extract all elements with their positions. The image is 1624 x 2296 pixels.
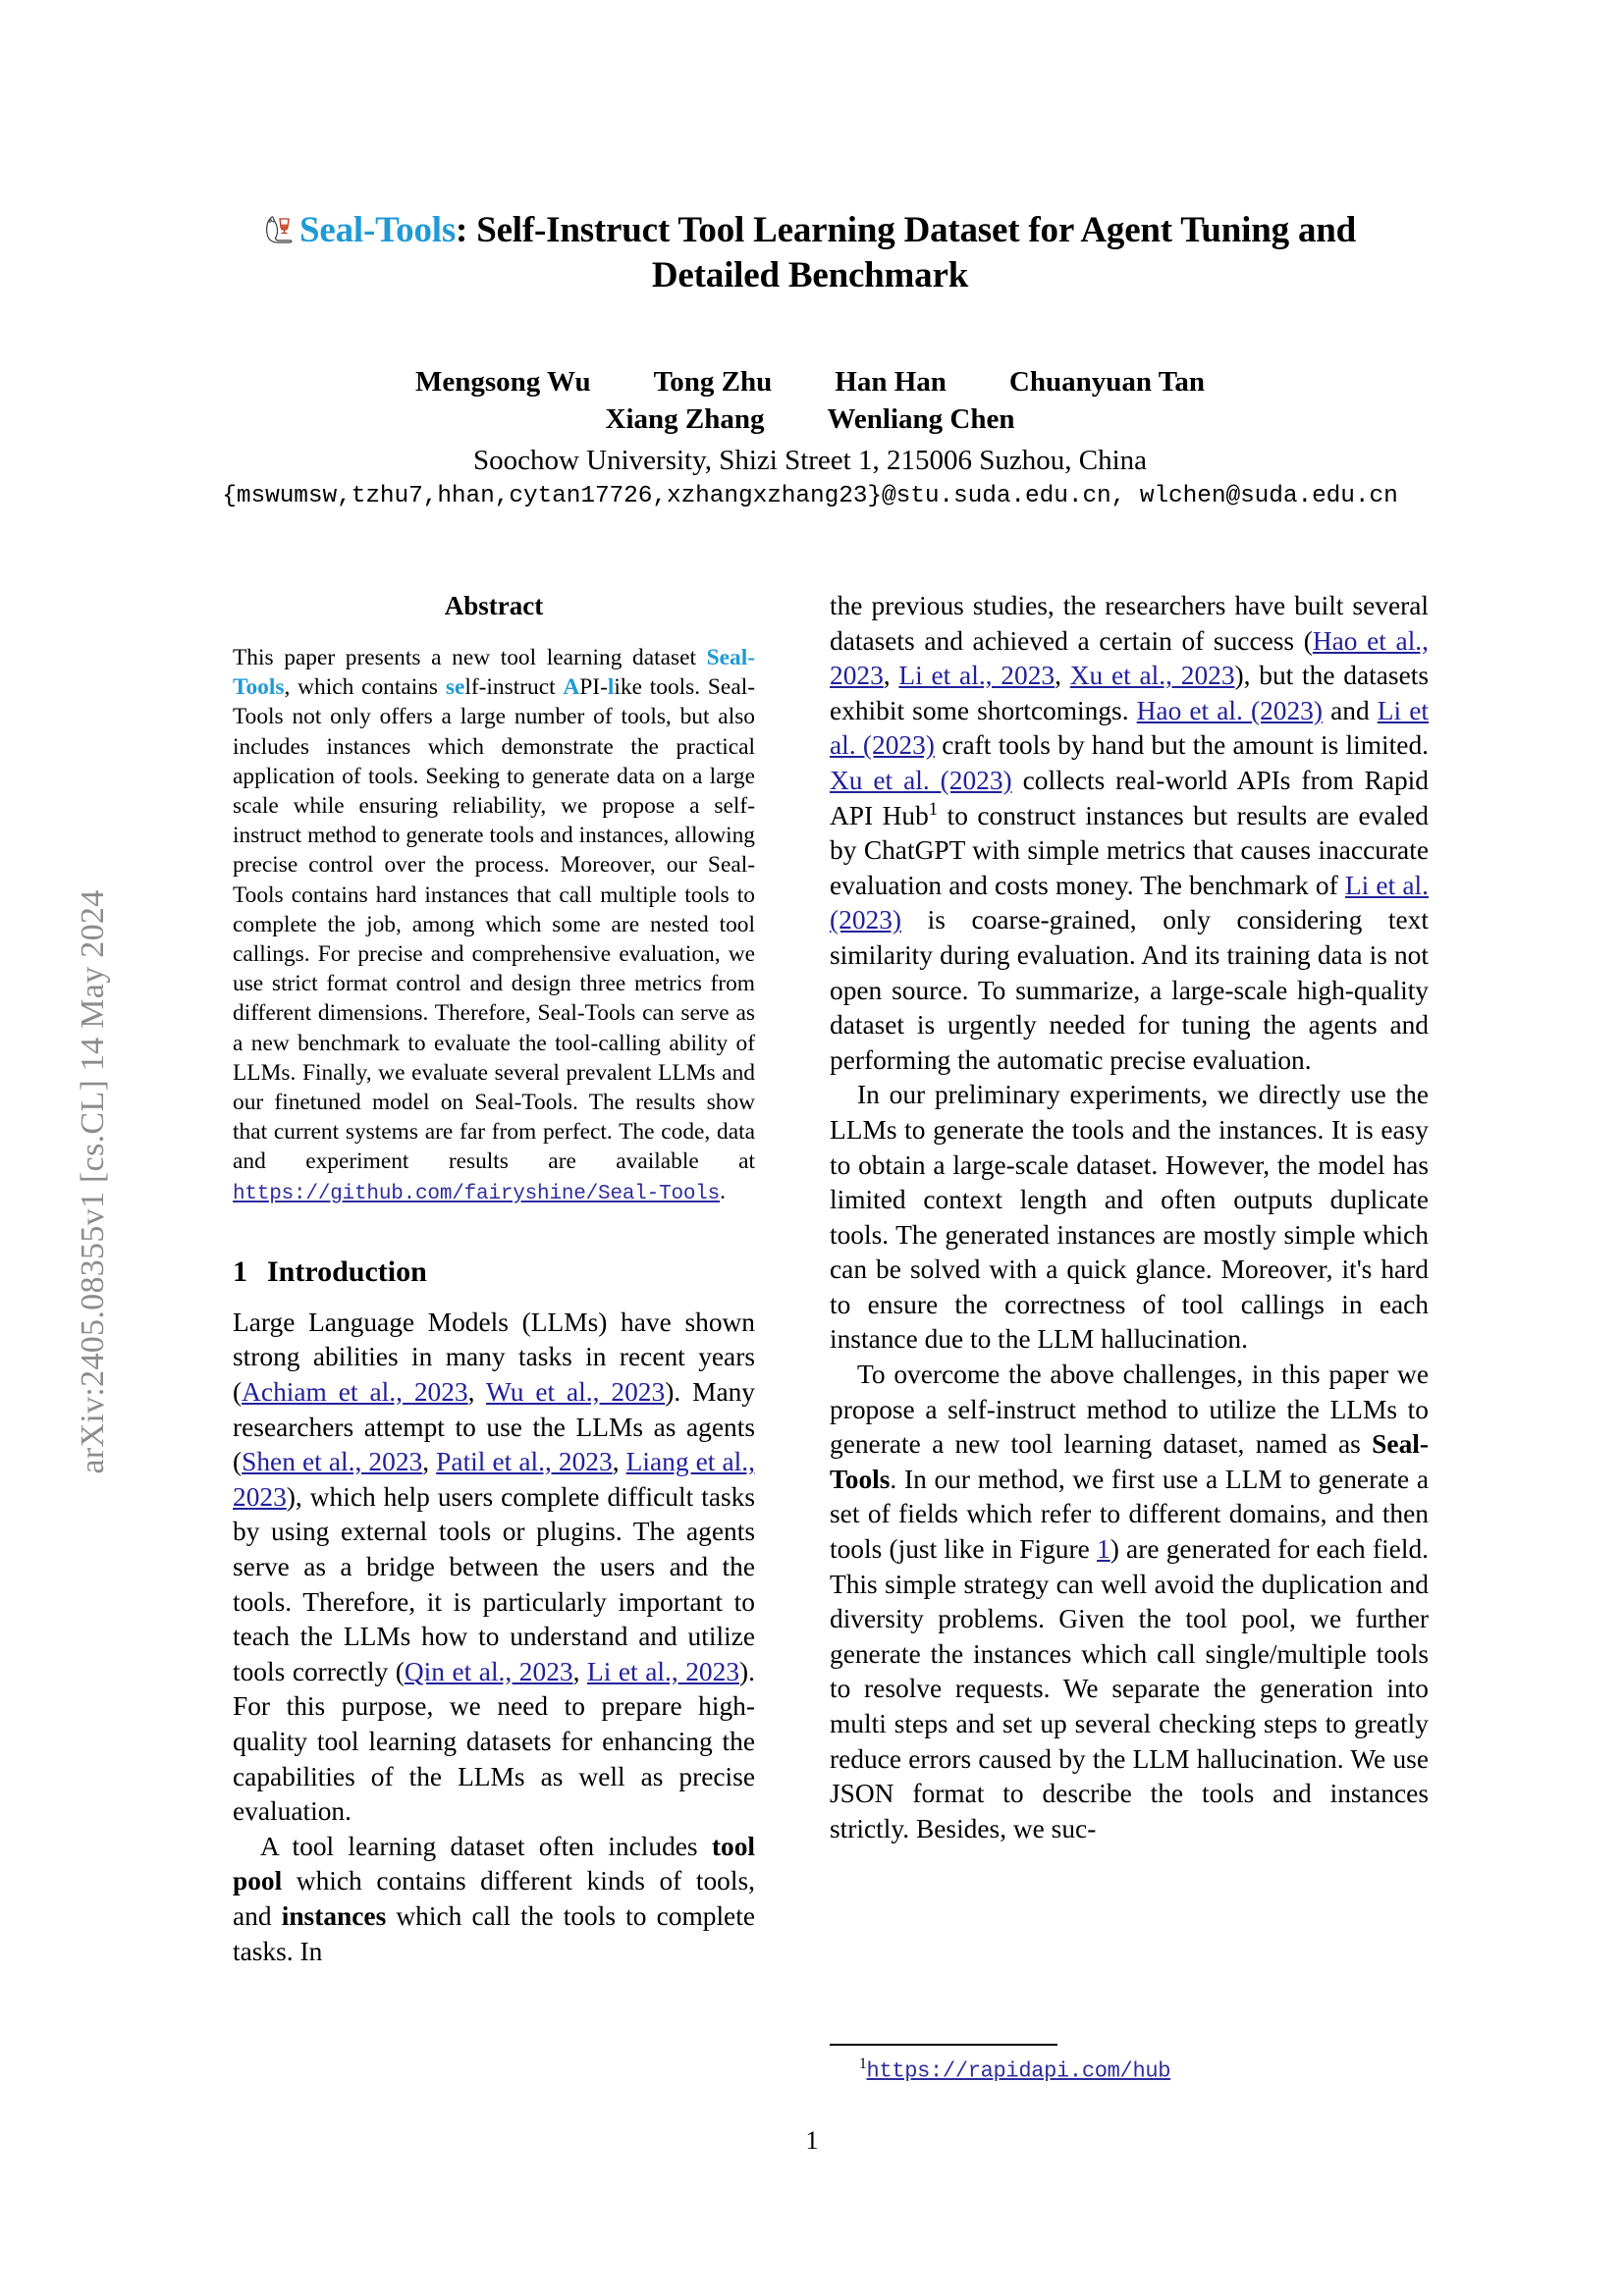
text-run: , <box>612 1447 626 1477</box>
abstract-text: . <box>720 1178 726 1204</box>
term-tool-pool: tool pool <box>233 1831 755 1896</box>
right-column <box>830 589 1429 1846</box>
text-run: . In our method, we first use a LLM to generate a set of fields which refer to different domains, and then tools (just like in Figure <box>830 1464 1429 1565</box>
citation-link[interactable]: Wu et al., 2023 <box>485 1377 666 1408</box>
author-row-1 <box>172 363 1448 400</box>
text-run: Large Language Models (LLMs) have shown strong abilities in many tasks in recent years ( <box>233 1307 755 1408</box>
abstract-heading: Abstract <box>444 591 544 620</box>
seal-emoji-icon <box>264 212 296 245</box>
left-column <box>233 589 755 1969</box>
author-emails: {mswumsw,tzhu7,hhan,cytan17726,xzhangxzhang23}@stu.suda.edu.cn, wlchen@suda.edu.cn <box>222 483 1398 509</box>
text-run: ) are generated for each field. This simple strategy can well avoid the duplication and diversity problems. Given the tool pool, we further generate the instances which call single/multiple tools to resolve requests. We separate the generation into multi steps and set up several checking steps to greatly reduce errors caused by the LLM hallucination. We use JSON format to describe the tools and instances strictly. Besides, we suc- <box>830 1534 1429 1843</box>
citation-link[interactable]: Xu et al., 2023 <box>1069 661 1235 691</box>
github-link[interactable]: https://github.com/fairyshine/Seal-Tools <box>233 1182 721 1205</box>
citation-link[interactable]: Li et al., 2023 <box>587 1656 740 1686</box>
citation-link[interactable]: Liang et al., 2023 <box>233 1447 755 1512</box>
text-run: to construct instances but results are evaled by ChatGPT with simple metrics that causes inaccurate evaluation and costs money. The benchmark of <box>830 800 1430 900</box>
citation-link[interactable]: Xu et al. (2023) <box>830 765 1012 795</box>
abstract-brand: Seal-Tools <box>233 645 755 701</box>
abstract-text: lf-instruct <box>464 674 564 701</box>
author: Tong Zhu <box>653 366 773 398</box>
term-seal-tools: Seal-Tools <box>830 1429 1429 1494</box>
affiliation: Soochow University, Shizi Street 1, 215006 Suzhou, China <box>472 445 1148 476</box>
intro-paragraph-3: In our preliminary experiments, we directly use the LLMs to generate the tools and the instances. It is easy to obtain a large-scale dataset. However, the model has limited context length and often outputs duplicate tools. The generated instances are mostly simple which can be solved with a quick glance. Moreover, it's hard to ensure the correctness of tool callings in each instance due to the LLM hallucination. <box>830 1080 1429 1355</box>
page-title-line2: Detailed Benchmark <box>651 255 969 295</box>
citation-link[interactable]: Patil et al., 2023 <box>436 1447 613 1477</box>
abstract-text: ike tools. Seal-Tools not only offers a large number of tools, but also includes instances which demonstrate the practical application of tools. Seeking to generate data on a large scale while ensuring reliability, we propose a self-instruct method to generate tools and instances, allowing precise control over the process. Moreover, our Seal-Tools contains hard instances that call multiple tools to complete the job, among which some are nested tool callings. For precise and comprehensive evaluation, we use strict format control and design three metrics from different dimensions. Therefore, Seal-Tools can serve as a new benchmark to evaluate the tool-calling ability of LLMs. Finally, we evaluate several prevalent LLMs and our finetuned model on Seal-Tools. The results show that current systems are far from perfect. The code, data and experiment results are available at <box>233 674 755 1175</box>
text-run: which contains different kinds of tools, and <box>233 1866 755 1931</box>
footnote-rule <box>830 2044 1057 2046</box>
citation-link[interactable]: Hao et al. (2023) <box>1136 695 1324 725</box>
text-run: To overcome the above challenges, in this paper we propose a self-instruct method to utilize the LLMs to generate a new tool learning dataset, named as <box>830 1360 1429 1460</box>
text-run: is coarse-grained, only considering text similarity during evaluation. And its training data is not open source. To summarize, a large-scale high-quality dataset is urgently needed for tuning the agents and performing the automatic precise evaluation. <box>830 905 1429 1075</box>
author: Han Han <box>835 366 947 398</box>
citation-link[interactable]: Achiam et al., 2023 <box>242 1377 468 1408</box>
text-run: , <box>422 1447 437 1477</box>
figure-reference-link[interactable]: 1 <box>1097 1534 1110 1565</box>
footnote-entry <box>830 2056 1429 2083</box>
footnote-marker[interactable]: 1 <box>928 798 939 820</box>
rapidapi-link[interactable]: https://rapidapi.com/hub <box>866 2057 1171 2083</box>
intro-paragraph-4 <box>830 1358 1429 1846</box>
citation-link[interactable]: Li et al., 2023 <box>898 661 1056 691</box>
author: Xiang Zhang <box>605 403 765 435</box>
author-row-2 <box>172 400 1448 438</box>
text-run: A tool learning dataset often includes <box>260 1831 712 1861</box>
term-instances: instances <box>281 1900 387 1931</box>
page-number: 1 <box>805 2126 819 2155</box>
text-run: craft tools by hand but the amount is limited. <box>934 730 1429 761</box>
title-block <box>172 208 1448 298</box>
text-run: collects real-world APIs from Rapid API Hub <box>830 765 1429 830</box>
abstract-acronym-a: A <box>563 674 580 701</box>
authors-block <box>172 363 1448 513</box>
citation-link[interactable]: Hao et al., 2023 <box>830 625 1429 691</box>
citation-link[interactable]: Li et al. (2023) <box>830 695 1429 761</box>
footnote-number: 1 <box>859 2055 867 2072</box>
text-run: , <box>883 661 899 691</box>
abstract-acronym-se: se <box>445 674 465 701</box>
intro-paragraph-1 <box>233 1306 755 1830</box>
author: Wenliang Chen <box>827 403 1015 435</box>
text-run: , <box>1055 661 1070 691</box>
citation-link[interactable]: Qin et al., 2023 <box>404 1656 573 1686</box>
abstract-text: This paper presents a new tool learning dataset <box>233 645 707 670</box>
text-run: the previous studies, the researchers have built several datasets and achieved a certain of success ( <box>830 591 1429 656</box>
page-title <box>172 208 1448 253</box>
title-rest: : Self-Instruct Tool Learning Dataset for Agent Tuning and <box>456 210 1357 250</box>
abstract-text: , which contains <box>284 674 446 701</box>
footnote-block <box>830 2044 1429 2083</box>
text-run: , <box>467 1377 486 1408</box>
text-run: which call the tools to complete tasks. In <box>233 1900 755 1966</box>
text-run: and <box>1323 695 1378 725</box>
arxiv-stamp: arXiv:2405.08355v1 [cs.CL] 14 May 2024 <box>75 889 111 1474</box>
abstract-acronym-l: l <box>607 674 615 701</box>
title-brand: Seal-Tools <box>298 210 457 250</box>
citation-link[interactable]: Li et al. (2023) <box>830 870 1429 935</box>
author: Mengsong Wu <box>414 366 591 398</box>
abstract-paragraph <box>233 643 755 1209</box>
text-run: ). Many researchers attempt to use the LLMs as agents ( <box>233 1377 756 1477</box>
author: Chuanyuan Tan <box>1008 366 1206 398</box>
text-run: ), but the datasets exhibit some shortcomings. <box>830 661 1429 725</box>
intro-paragraph-2-part-left <box>233 1830 755 1969</box>
text-run: , <box>572 1656 587 1686</box>
section-number: 1 <box>233 1255 247 1288</box>
abstract-text: PI- <box>579 674 608 701</box>
section-title: Introduction <box>267 1255 427 1288</box>
text-run: ). For this purpose, we need to prepare high-quality tool learning datasets for enhancing the capabilities of the LLMs as well as precise evaluation. <box>233 1656 755 1827</box>
section-heading-introduction <box>233 1255 755 1290</box>
text-run: ), which help users complete difficult tasks by using external tools or plugins. The agents serve as a bridge between the users and the tools. Therefore, it is particularly important to teach the LLMs how to understand and utilize tools correctly ( <box>233 1481 755 1686</box>
intro-paragraph-2-part-right <box>830 589 1429 1078</box>
citation-link[interactable]: Shen et al., 2023 <box>242 1447 423 1477</box>
